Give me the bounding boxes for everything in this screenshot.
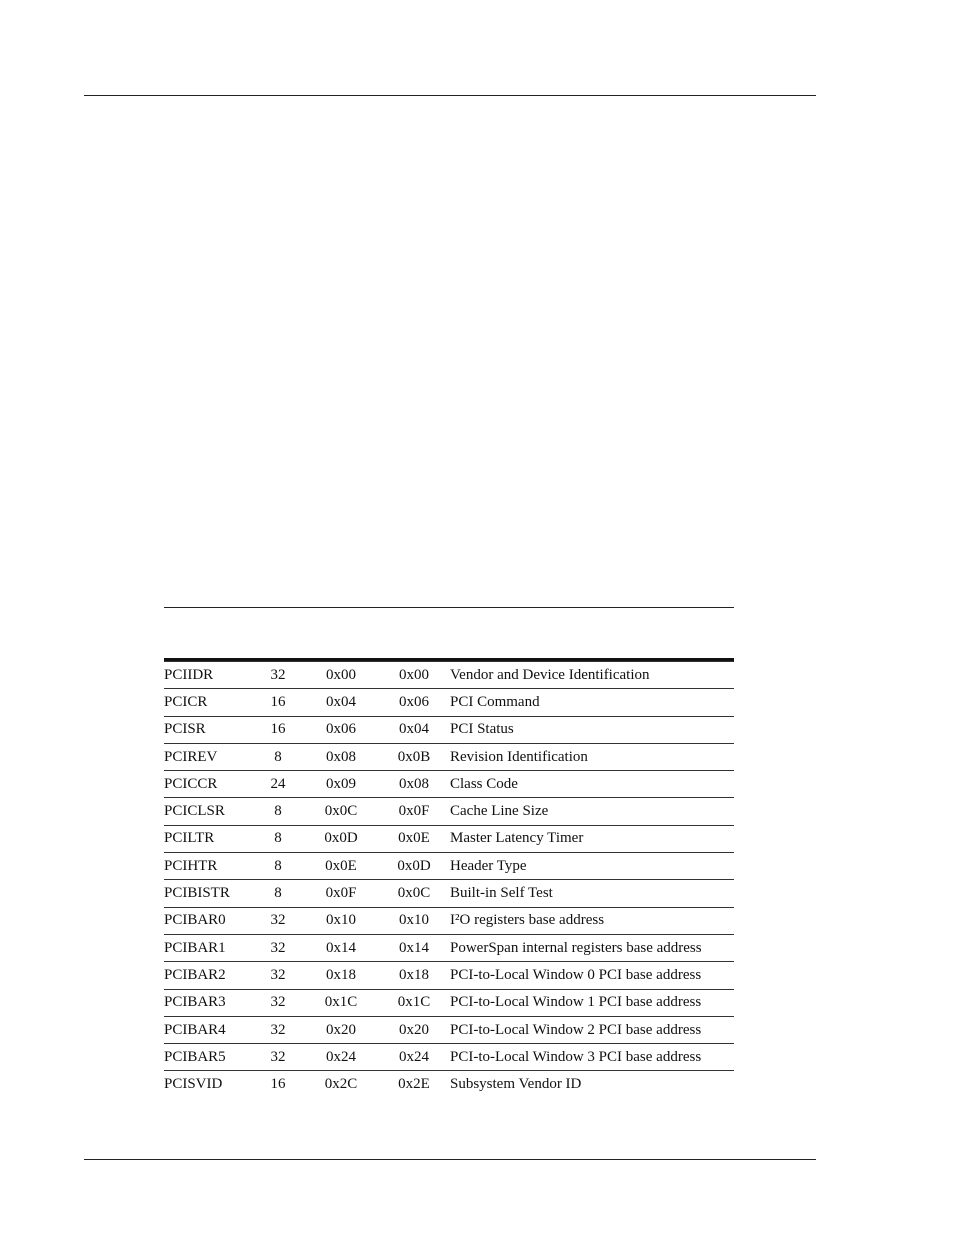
register-pci-offset: 0x06 xyxy=(304,716,378,743)
register-width: 32 xyxy=(252,662,304,689)
table-row xyxy=(164,1016,734,1043)
register-name: PCIBAR0 xyxy=(164,907,252,934)
register-width: 16 xyxy=(270,1076,286,1093)
register-pci-offset: 0x1C xyxy=(304,989,378,1016)
register-description: PowerSpan internal registers base address xyxy=(450,934,734,961)
footer-rule xyxy=(84,1159,816,1160)
register-description: Revision Identification xyxy=(450,743,734,770)
register-name: PCICR xyxy=(164,689,252,716)
register-width: 32 xyxy=(252,934,304,961)
register-width: 32 xyxy=(252,1016,304,1043)
register-table xyxy=(164,658,734,1098)
register-local-offset: 0x14 xyxy=(378,934,450,961)
register-description: Cache Line Size xyxy=(450,798,734,825)
table-row xyxy=(164,989,734,1016)
register-width: 32 xyxy=(252,989,304,1016)
register-width: 8 xyxy=(252,880,304,907)
register-local-offset: 0x0B xyxy=(378,743,450,770)
register-table-body xyxy=(164,662,734,1099)
register-name: PCIREV xyxy=(164,743,252,770)
register-width: 24 xyxy=(252,771,304,798)
register-pci-offset: 0x2C xyxy=(324,1076,358,1093)
register-pci-offset: 0x04 xyxy=(304,689,378,716)
register-description: PCI-to-Local Window 3 PCI base address xyxy=(450,1044,734,1071)
table-row xyxy=(164,880,734,907)
register-local-offset: 0x24 xyxy=(378,1044,450,1071)
register-local-offset: 0x04 xyxy=(378,716,450,743)
register-name: PCIBAR5 xyxy=(164,1044,252,1071)
register-description: PCI-to-Local Window 2 PCI base address xyxy=(450,1016,734,1043)
table-row xyxy=(164,853,734,880)
register-name: PCISVID xyxy=(164,1076,223,1093)
register-name: PCIBAR2 xyxy=(164,962,252,989)
table-row xyxy=(164,825,734,852)
register-local-offset: 0x2E xyxy=(398,1076,430,1093)
register-description: Class Code xyxy=(450,771,734,798)
register-width: 8 xyxy=(252,853,304,880)
register-width: 32 xyxy=(252,962,304,989)
register-pci-offset: 0x0D xyxy=(304,825,378,852)
register-description: Header Type xyxy=(450,853,734,880)
register-table-frame xyxy=(164,607,734,1098)
table-row xyxy=(164,771,734,798)
register-description: PCI Status xyxy=(450,716,734,743)
table-row xyxy=(164,934,734,961)
table-row xyxy=(164,907,734,934)
register-width: 8 xyxy=(252,798,304,825)
register-pci-offset: 0x0E xyxy=(304,853,378,880)
register-width: 32 xyxy=(252,907,304,934)
register-local-offset: 0x0C xyxy=(378,880,450,907)
register-pci-offset: 0x18 xyxy=(304,962,378,989)
register-name: PCIIDR xyxy=(164,662,252,689)
register-name: PCISR xyxy=(164,716,252,743)
register-local-offset: 0x1C xyxy=(378,989,450,1016)
register-name: PCIBAR1 xyxy=(164,934,252,961)
register-local-offset: 0x08 xyxy=(378,771,450,798)
register-local-offset: 0x20 xyxy=(378,1016,450,1043)
register-local-offset: 0x0D xyxy=(378,853,450,880)
register-pci-offset: 0x08 xyxy=(304,743,378,770)
table-row xyxy=(164,1044,734,1071)
register-width: 8 xyxy=(252,743,304,770)
register-width: 8 xyxy=(252,825,304,852)
register-local-offset: 0x06 xyxy=(378,689,450,716)
register-description: Built-in Self Test xyxy=(450,880,734,907)
register-width: 32 xyxy=(252,1044,304,1071)
register-description: Vendor and Device Identification xyxy=(450,662,734,689)
register-name: PCICLSR xyxy=(164,798,252,825)
register-description: PCI Command xyxy=(450,689,734,716)
register-name: PCIHTR xyxy=(164,853,252,880)
register-description: I²O registers base address xyxy=(450,907,734,934)
table-row xyxy=(164,689,734,716)
register-description: Subsystem Vendor ID xyxy=(450,1076,582,1093)
table-row xyxy=(164,743,734,770)
register-name: PCIBAR4 xyxy=(164,1016,252,1043)
register-name: PCICCR xyxy=(164,771,252,798)
register-name: PCIBISTR xyxy=(164,880,252,907)
register-description: PCI-to-Local Window 0 PCI base address xyxy=(450,962,734,989)
register-pci-offset: 0x20 xyxy=(304,1016,378,1043)
table-row xyxy=(164,662,734,689)
register-name: PCILTR xyxy=(164,825,252,852)
table-row xyxy=(164,798,734,825)
register-pci-offset: 0x00 xyxy=(304,662,378,689)
register-name: PCIBAR3 xyxy=(164,989,252,1016)
register-pci-offset: 0x0C xyxy=(304,798,378,825)
register-local-offset: 0x10 xyxy=(378,907,450,934)
table-row xyxy=(164,716,734,743)
register-local-offset: 0x0E xyxy=(378,825,450,852)
register-local-offset: 0x0F xyxy=(378,798,450,825)
header-rule xyxy=(84,95,816,96)
register-pci-offset: 0x14 xyxy=(304,934,378,961)
register-local-offset: 0x00 xyxy=(378,662,450,689)
register-pci-offset: 0x09 xyxy=(304,771,378,798)
register-local-offset: 0x18 xyxy=(378,962,450,989)
register-width: 16 xyxy=(252,716,304,743)
table-row xyxy=(164,1071,734,1098)
table-row xyxy=(164,962,734,989)
register-pci-offset: 0x24 xyxy=(304,1044,378,1071)
register-width: 16 xyxy=(252,689,304,716)
register-description: Master Latency Timer xyxy=(450,825,734,852)
register-pci-offset: 0x10 xyxy=(304,907,378,934)
register-description: PCI-to-Local Window 1 PCI base address xyxy=(450,989,734,1016)
register-pci-offset: 0x0F xyxy=(304,880,378,907)
